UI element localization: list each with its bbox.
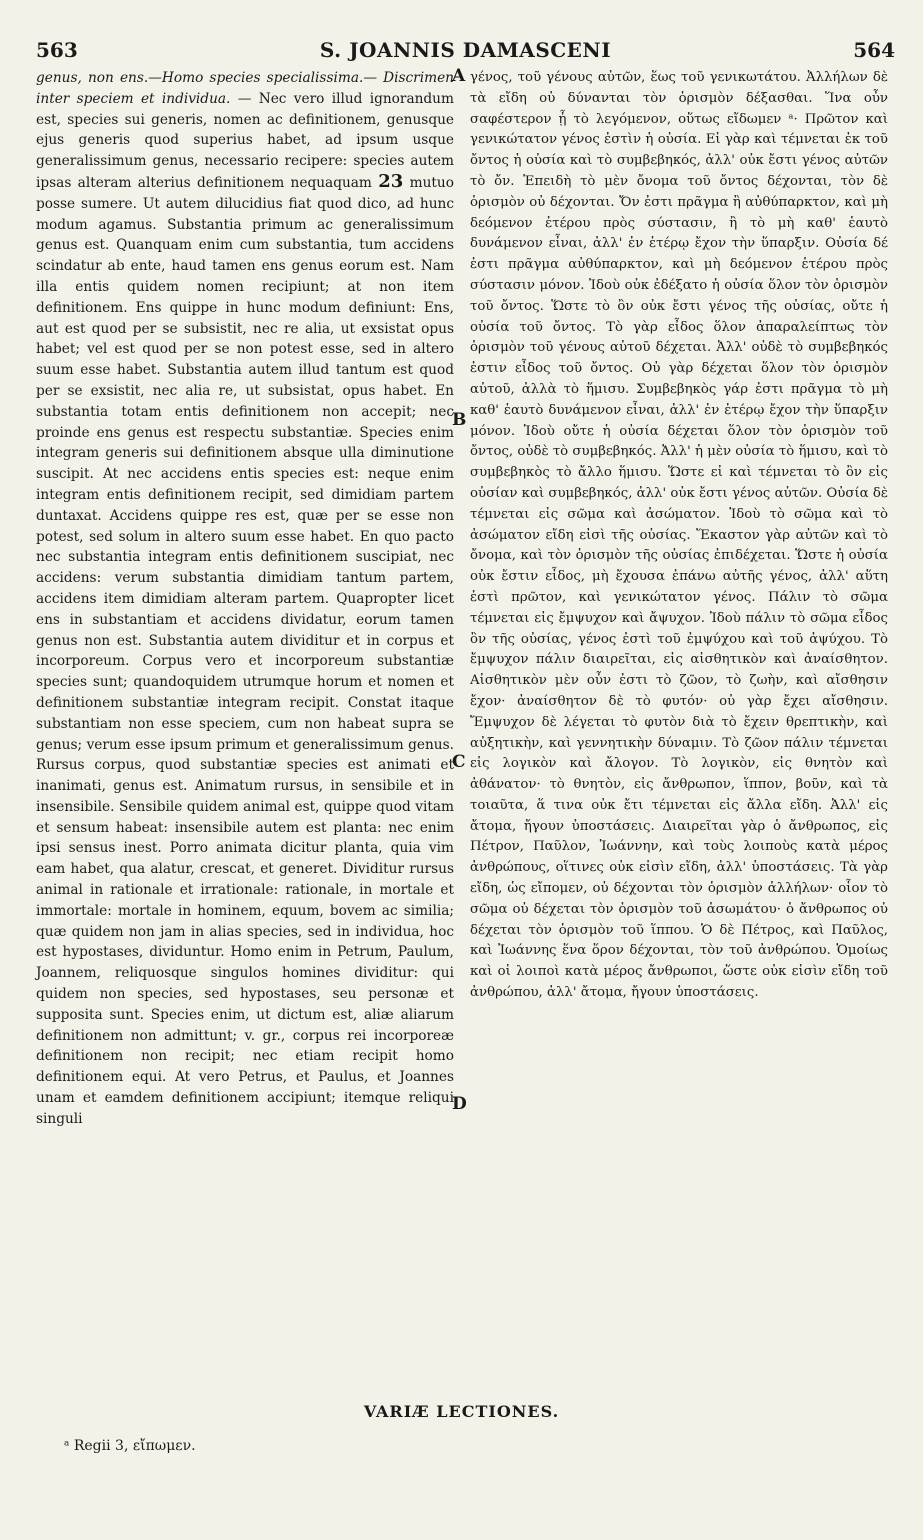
section-marker-a: A (452, 66, 466, 86)
variae-lectiones-heading: VARIÆ LECTIONES. (363, 1402, 560, 1421)
footnote: ᵃ Regii 3, εἴπωμεν. (64, 1438, 196, 1454)
section-marker-c: C (452, 752, 466, 772)
left-page-number: 563 (36, 38, 78, 62)
greek-text: γένος, τοῦ γένους αὐτῶν, ἕως τοῦ γενικωτάτου. Ἀλλήλων δὲ τὰ εἴδη οὐ δύνανται τὸν ὁρισμὸν δέξασθαι. Ἵνα οὖν σαφέστερον ᾖ τὸ λεγόμενον, οὕτως εἴδωμεν ᵃ· Πρῶτον καὶ γενικώτατον γένος ἐστὶν ἡ οὐσία. Εἰ γὰρ καὶ τέμνεται ἐκ τοῦ ὄντος ἡ οὐσία καὶ τὸ συμβεβηκός, ἀλλ' οὐκ ἔστι γένος αὐτῶν τὸ ὄν. Ἐπειδὴ τὸ μὲν ὄνομα τοῦ ὄντος δέχονται, τὸν δὲ ὁρισμὸν οὐ δέχονται. Ὄν ἐστι πρᾶγμα ἢ αὐθύπαρκτον, καὶ μὴ δεόμενον ἑτέρου πρὸς σύστασιν, ἢ τὸ μὴ καθ' ἑαυτὸ δυνάμενον εἶναι, ἀλλ' ἐν ἑτέρῳ ἔχον τὴν ὕπαρξιν. Οὐσία δέ ἐστι πρᾶγμα αὐθύπαρκτον, καὶ μὴ δεόμενον ἑτέρου πρὸς σύστασιν μόνον. Ἰδοὺ οὐκ ἐδέξατο ἡ οὐσία ὅλον τὸν ὁρισμὸν τοῦ ὄντος. Ὥστε τὸ ὂν οὐκ ἔστι γένος τῆς οὐσίας, οὔτε ἡ οὐσία τοῦ ὄντος. Τὸ γὰρ εἶδος ὅλον ἀπαραλείπτως τὸν ὁρισμὸν τοῦ γένους αὐτοῦ δέχεται. Ἀλλ' οὐδὲ τὸ συμβεβηκός ἐστιν εἶδος τοῦ ὄντος. Οὐ γὰρ δέχεται ὅλον τὸν ὁρισμὸν αὐτοῦ, ἀλλὰ τὸ ἥμισυ. Συμβεβηκὸς γάρ ἐστι πρᾶγμα τὸ μὴ καθ' ἑαυτὸ δυνάμενον εἶναι, ἀλλ' ἐν ἑτέρῳ ἔχον τὴν ὕπαρξιν μόνον. Ἰδοὺ οὔτε ἡ οὐσία δέχεται ὅλον τὸν ὁρισμὸν τοῦ ὄντος, οὐδὲ τὸ συμβεβηκός. Ἀλλ' ἡ μὲν οὐσία τὸ ἥμισυ, καὶ τὸ συμβεβηκὸς τὸ ἄλλο ἥμισυ. Ὥστε εἰ καὶ τέμνεται τὸ ὂν εἰς οὐσίαν καὶ συμβεβηκός, ἀλλ' οὐκ ἔστι γένος αὐτῶν. Οὐσία δὲ τέμνεται εἰς σῶμα καὶ ἀσώματον. Ἰδοὺ τὸ σῶμα καὶ τὸ ἀσώματον εἴδη εἰσὶ τῆς οὐσίας. Ἕκαστον γὰρ αὐτῶν καὶ τὸ ὄνομα, καὶ τὸν ὁρισμὸν τῆς οὐσίας ἐπιδέχεται. Ὥστε ἡ οὐσία οὐκ ἔστιν εἶδος, μὴ ἔχουσα ἐπάνω αὐτῆς γένος, ἀλλ' αὕτη ἐστὶ πρῶτον, καὶ γενικώτατον γένος. Πάλιν τὸ σῶμα τέμνεται εἰς ἔμψυχον καὶ ἄψυχον. Ἰδοὺ πάλιν τὸ σῶμα εἶδος ὂν τῆς οὐσίας, γένος ἐστὶ τοῦ ἐμψύχου καὶ τοῦ ἀψύχου. Τὸ ἔμψυχον πάλιν διαιρεῖται, εἰς αἰσθητικὸν καὶ ἀναίσθητον. Αἰσθητικὸν μὲν οὖν ἐστι τὸ ζῶον, τὸ ζωὴν, καὶ αἴσθησιν ἔχον· ἀναίσθητον δὲ τὸ φυτόν· οὐ γὰρ ἔχει αἴσθησιν. Ἔμψυχον δὲ λέγεται τὸ φυτὸν διὰ τὸ ἔχειν θρεπτικὴν, καὶ αὐξητικὴν, καὶ γεννητικὴν δύναμιν. Τὸ ζῶον πάλιν τέμνεται εἰς λογικὸν καὶ ἄλογον. Τὸ λογικὸν, εἰς θνητὸν καὶ ἀθάνατον· τὸ θνητὸν, εἰς ἄνθρωπον, ἵππον, βοῦν, καὶ τὰ τοιαῦτα, ἅ τινα οὐκ ἔτι τέμνεται εἰς ἄλλα εἴδη. Ἀλλ' εἰς ἄτομα, ἤγουν ὑποστάσεις. Διαιρεῖται γὰρ ὁ ἄνθρωπος, εἰς Πέτρον, Παῦλον, Ἰωάννην, καὶ τοὺς λοιποὺς κατὰ μέρος ἀνθρώπους, οἵτινες οὐκ εἰσὶν εἴδη, ἀλλ' ὑποστάσεις. Τὰ γὰρ εἴδη, ὡς εἴπομεν, οὐ δέχονται τὸν ὁρισμὸν ἀλλήλων· οἷον τὸ σῶμα οὐ δέχεται τὸν ὁρισμὸν τοῦ ἀσωμάτου· ὁ ἄνθρωπος οὐ δέχεται τὸν ὁρισμὸν τοῦ ἵππου. Ὁ δὲ Πέτρος, καὶ Παῦλος, καὶ Ἰωάννης ἕνα ὅρον δέχονται, τὸν τοῦ ἀνθρώπου. Ὁμοίως καὶ οἱ λοιποὶ κατὰ μέρος ἄνθρωποι, ὥστε οὐκ εἰσὶν εἴδη τοῦ ἀνθρώπου, ἀλλ' ἄτομα, ἤγουν ὑποστάσεις. (470, 70, 889, 1001)
right-page-number: 564 (853, 38, 895, 62)
section-marker-d: D (452, 1094, 467, 1114)
latin-body: Nec vero illud ignorandum est, species sui generis, nomen ac definitionem, genusque ejus generis quod superius habet, ad ipsum usque generalissimum genus, necessario recipere: species autem ipsas alteram alterius definitionem nequaquam (36, 90, 454, 191)
latin-text (36, 68, 454, 1130)
column-number: 23 (378, 170, 404, 192)
page-header (36, 38, 895, 64)
latin-body-2: mutuo posse sumere. Ut autem dilucidius fiat quod dico, ad hunc modum agamus. Substantia primum ac generalissimum genus est. Quanquam enim cum substantia, tum accidens scindatur ab ente, haud tamen ens genus eorum est. Nam illa entis quidem nomen recipiunt; at non item definitionem. Ens quippe in hunc modum definiunt: Ens, aut est quod per se subsistit, nec re alia, ut exsistat opus habet; vel est quod per se non potest esse, sed in altero suum esse habet. Substantia autem illud tantum est quod per se exsistit, nec alia re, ut subsistat, opus habet. En substantia totam entis definitionem non accepit; nec proinde ens genus est respectu substantiæ. Species enim integram generis sui definitionem absque ulla diminutione suscipit. At nec accidens entis species est: neque enim integram entis definitionem recipit, sed dimidiam partem duntaxat. Accidens quippe res est, quæ per se esse non potest, sed solum in altero suum esse habet. En quo pacto nec substantia integram entis definitionem suscipiat, nec accidens: verum substantia dimidiam tantum partem, accidens item dimidiam alteram partem. Quapropter licet ens in substantiam et accidens dividatur, eorum tamen genus non est. Substantia autem dividitur et in corpus et incorporeum. Corpus vero et incorporeum substantiæ species sunt; quandoquidem utrumque horum et nomen et definitionem substantiæ integram recipit. Constat itaque substantiam non esse speciem, cum non habeat supra se genus; verum esse ipsum primum et generalissimum genus. Rursus corpus, quod substantiæ species est animati et inanimati, genus est. Animatum rursus, in sensibile et in insensibile. Sensibile quidem animal est, quippe quod vitam et sensum habeat: insensibile autem est planta: nec enim ipsi sensus inest. Porro animata dicitur planta, quia vim eam habet, qua alatur, crescat, et generet. Dividitur rursus animal in rationale et irrationale: rationale, in mortale et immortale: mortale in hominem, equum, bovem ac similia; quæ quidem non jam in alias species, sed in individua, hoc est hypostases, dividuntur. Homo enim in Petrum, Paulum, Joannem, reliquosque singulos homines dividitur: qui quidem non species, sed hypostases, seu personæ et supposita sunt. Species enim, ut dictum est, aliæ aliarum definitionem non admittunt; v. gr., corpus rei incorporeæ definitionem non recipit; nec etiam recipit homo definitionem equi. At vero Petrus, et Paulus, et Joannes unam et eamdem definitionem accipiunt; itemque reliqui singuli (36, 174, 454, 1127)
section-marker-b: B (452, 410, 467, 430)
latin-lead-italic: genus, non ens.—Homo species specialissima.— Discrimen inter speciem et individua. — (36, 70, 454, 107)
greek-column (470, 68, 888, 1004)
latin-column (36, 68, 454, 1130)
running-title: S. JOANNIS DAMASCENI (319, 38, 612, 62)
